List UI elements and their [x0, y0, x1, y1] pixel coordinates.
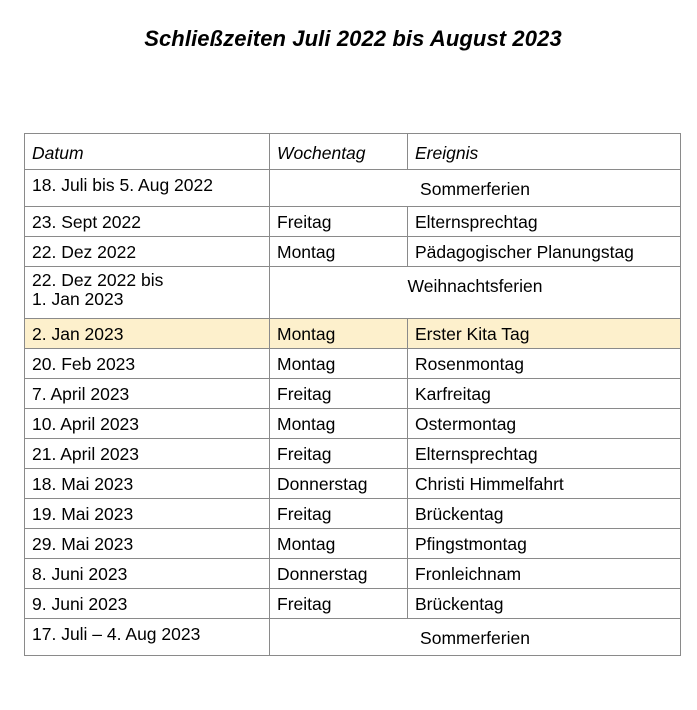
cell-wochentag: Montag — [270, 529, 408, 559]
cell-wochentag: Freitag — [270, 499, 408, 529]
cell-ereignis: Brückentag — [408, 499, 681, 529]
cell-holiday-period: Sommerferien — [270, 170, 681, 207]
cell-datum — [25, 267, 270, 319]
cell-wochentag: Montag — [270, 319, 408, 349]
table-row — [25, 439, 681, 469]
table-row — [25, 589, 681, 619]
cell-wochentag: Freitag — [270, 207, 408, 237]
cell-ereignis: Karfreitag — [408, 379, 681, 409]
table-row — [25, 619, 681, 656]
cell-ereignis: Fronleichnam — [408, 559, 681, 589]
cell-datum: 18. Mai 2023 — [25, 469, 270, 499]
cell-datum-line2: 1. Jan 2023 — [32, 289, 124, 309]
cell-datum-line1: 22. Dez 2022 bis — [32, 270, 164, 290]
cell-wochentag: Freitag — [270, 439, 408, 469]
table-row — [25, 379, 681, 409]
table-row — [25, 559, 681, 589]
cell-ereignis: Erster Kita Tag — [408, 319, 681, 349]
cell-wochentag: Montag — [270, 237, 408, 267]
table-row — [25, 170, 681, 207]
closing-times-table — [24, 133, 681, 656]
cell-datum: 21. April 2023 — [25, 439, 270, 469]
cell-datum: 2. Jan 2023 — [25, 319, 270, 349]
cell-ereignis: Brückentag — [408, 589, 681, 619]
header-wochentag: Wochentag — [270, 134, 408, 170]
table-row — [25, 409, 681, 439]
cell-datum: 7. April 2023 — [25, 379, 270, 409]
table-row — [25, 267, 681, 319]
header-datum: Datum — [25, 134, 270, 170]
cell-datum: 9. Juni 2023 — [25, 589, 270, 619]
table-row — [25, 499, 681, 529]
cell-datum: 17. Juli – 4. Aug 2023 — [25, 619, 270, 656]
cell-datum: 29. Mai 2023 — [25, 529, 270, 559]
cell-datum: 8. Juni 2023 — [25, 559, 270, 589]
cell-wochentag: Donnerstag — [270, 469, 408, 499]
cell-datum: 20. Feb 2023 — [25, 349, 270, 379]
cell-holiday-period: Sommerferien — [270, 619, 681, 656]
table-row-highlighted — [25, 319, 681, 349]
table-row — [25, 469, 681, 499]
document-title: Schließzeiten Juli 2022 bis August 2023 — [144, 26, 562, 51]
cell-datum: 10. April 2023 — [25, 409, 270, 439]
cell-wochentag: Freitag — [270, 379, 408, 409]
cell-ereignis: Pädagogischer Planungstag — [408, 237, 681, 267]
table-header-row — [25, 134, 681, 170]
cell-datum: 19. Mai 2023 — [25, 499, 270, 529]
cell-ereignis: Christi Himmelfahrt — [408, 469, 681, 499]
table-row — [25, 207, 681, 237]
cell-ereignis: Rosenmontag — [408, 349, 681, 379]
header-ereignis: Ereignis — [408, 134, 681, 170]
cell-wochentag: Montag — [270, 409, 408, 439]
cell-wochentag: Freitag — [270, 589, 408, 619]
cell-ereignis: Elternsprechtag — [408, 439, 681, 469]
cell-datum: 23. Sept 2022 — [25, 207, 270, 237]
cell-wochentag: Donnerstag — [270, 559, 408, 589]
table-row — [25, 529, 681, 559]
cell-ereignis: Elternsprechtag — [408, 207, 681, 237]
table-row — [25, 237, 681, 267]
cell-wochentag: Montag — [270, 349, 408, 379]
table-row — [25, 349, 681, 379]
cell-datum: 22. Dez 2022 — [25, 237, 270, 267]
cell-ereignis: Ostermontag — [408, 409, 681, 439]
cell-datum: 18. Juli bis 5. Aug 2022 — [25, 170, 270, 207]
cell-ereignis: Pfingstmontag — [408, 529, 681, 559]
cell-holiday-period: Weihnachtsferien — [270, 267, 681, 319]
